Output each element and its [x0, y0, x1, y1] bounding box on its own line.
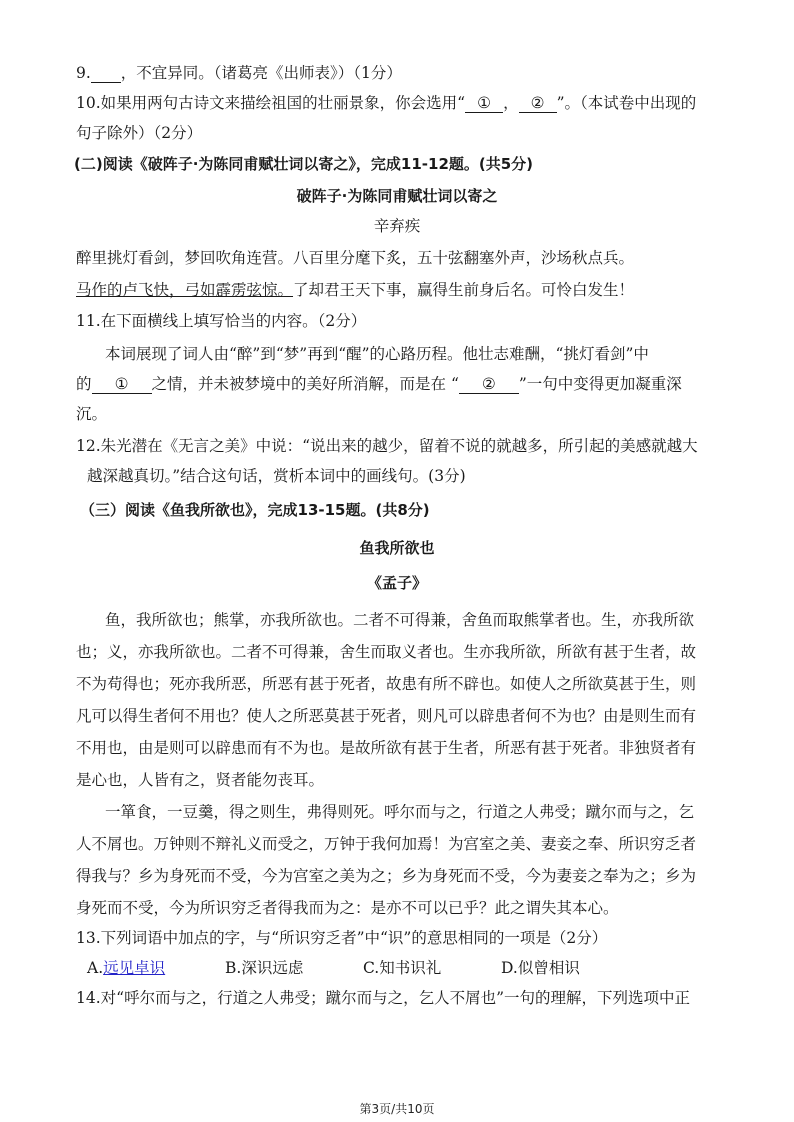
essay-author: 《孟子》 — [366, 574, 427, 592]
question-14-line-1: 14.对“呼尔而与之，行道之人弗受；蹴尔而与之，乞人不屑也”一句的理解，下列选项中正 — [76, 989, 691, 1007]
question-10-cont: 句子除外）（2分） — [76, 124, 203, 142]
question-11-para-2 — [76, 373, 734, 395]
page-number-footer: 第3页/共10页 — [359, 1102, 435, 1116]
essay-title: 鱼我所欲也 — [359, 539, 435, 557]
answer-blank-1: ① — [92, 375, 152, 394]
essay-line: 鱼，我所欲也；熊掌，亦我所欲也。二者不可得兼，舍鱼而取熊掌者也。生，亦我所欲 — [105, 611, 695, 629]
question-number: 9. — [76, 64, 91, 82]
question-text: 10.如果用两句古诗文来描绘祖国的壮丽景象，你会选用“ — [76, 94, 466, 112]
essay-line: 不用也，由是则可以辟患而有不为也。是故所欲有甚于生者，所恶有甚于死者。非独贤者有 — [76, 739, 697, 757]
essay-line: 也；义，亦我所欲也。二者不可得兼，舍生而取义者也。生亦我所欲，所欲有甚于生者，故 — [76, 643, 697, 661]
question-text: 之情，并未被梦境中的美好所消解，而是在 “ — [151, 375, 459, 393]
section-3-header: （三）阅读《鱼我所欲也》，完成13-15题。(共8分) — [80, 501, 430, 519]
question-text: ，不宜异同。（诸葛亮《出师表》）（1分） — [120, 64, 402, 82]
essay-line: 一箪食，一豆羹，得之则生，弗得则死。呼尔而与之，行道之人弗受；蹴尔而与之，乞 — [105, 803, 695, 821]
answer-blank — [91, 64, 121, 83]
question-text: 的 — [76, 375, 92, 393]
option-d-text: 似曾相识 — [517, 959, 580, 977]
poem-text: 了却君王天下事，赢得生前身后名。可怜白发生！ — [293, 281, 635, 299]
question-12-line-1: 12.朱光潜在《无言之美》中说：“说出来的越少，留着不说的就越多，所引起的美感就越大 — [76, 437, 698, 455]
question-11-para-1: 本词展现了词人由“醉”到“梦”再到“醒”的心路历程。他壮志难酬，“挑灯看剑”中 — [105, 345, 649, 363]
option-c-text: 知书识礼 — [379, 959, 442, 977]
poem-line-2 — [76, 279, 734, 301]
essay-line: 凡可以得生者何不用也？使人之所恶莫甚于死者，则凡可以辟患者何不为也？由是则生而有 — [76, 707, 697, 725]
underlined-poem-sentence: 马作的卢飞快，弓如霹雳弦惊。 — [76, 281, 294, 299]
poem-author: 辛弃疾 — [373, 217, 421, 235]
poem-line-1: 醉里挑灯看剑，梦回吹角连营。八百里分麾下炙，五十弦翻塞外声，沙场秋点兵。 — [76, 249, 635, 267]
option-c[interactable] — [363, 957, 501, 979]
essay-line: 身死而不受，今为所识穷乏者得我而为之：是亦不可以已乎？此之谓失其本心。 — [76, 899, 619, 917]
option-letter: B. — [225, 959, 242, 977]
question-10 — [76, 92, 734, 114]
question-text: ”一句中变得更加凝重深 — [518, 375, 682, 393]
question-text: ”。（本试卷中出现的 — [556, 94, 697, 112]
option-a[interactable] — [87, 957, 225, 979]
option-letter: C. — [363, 959, 380, 977]
essay-line: 得我与？乡为身死而不受，今为宫室之美为之；乡为身死而不受，今为妻妾之奉为之；乡为 — [76, 867, 697, 885]
question-9 — [76, 62, 734, 84]
option-letter: A. — [87, 959, 104, 977]
question-11-stem: 11.在下面横线上填写恰当的内容。（2分） — [76, 312, 367, 330]
option-b-text: 深识远虑 — [241, 959, 304, 977]
poem-title: 破阵子·为陈同甫赋壮词以寄之 — [296, 187, 498, 205]
question-12-line-2: 越深越真切。”结合这句话，赏析本词中的画线句。(3分) — [87, 467, 466, 485]
question-11-para-3: 沉。 — [76, 405, 108, 423]
essay-line: 人不屑也。万钟则不辩礼义而受之，万钟于我何加焉！为宫室之美、妻妾之奉、所识穷乏者 — [76, 835, 697, 853]
answer-blank-1: ① — [465, 94, 503, 113]
answer-blank-2: ② — [519, 94, 557, 113]
question-13-options — [87, 957, 734, 979]
option-d[interactable] — [501, 957, 639, 979]
option-a-text[interactable]: 远见卓识 — [103, 959, 166, 977]
answer-blank-2: ② — [459, 375, 519, 394]
question-13-stem: 13.下列词语中加点的字，与“所识穷乏者”中“识”的意思相同的一项是（2分） — [76, 929, 608, 947]
essay-line: 不为苟得也；死亦我所恶，所恶有甚于死者，故患有所不辟也。如使人之所欲莫甚于生，则 — [76, 675, 697, 693]
option-letter: D. — [501, 959, 518, 977]
essay-line: 是心也，人皆有之，贤者能勿丧耳。 — [76, 771, 325, 789]
punctuation: ， — [503, 94, 519, 112]
option-b[interactable] — [225, 957, 363, 979]
section-2-header: (二)阅读《破阵子·为陈同甫赋壮词以寄之》，完成11-12题。(共5分) — [74, 155, 534, 173]
